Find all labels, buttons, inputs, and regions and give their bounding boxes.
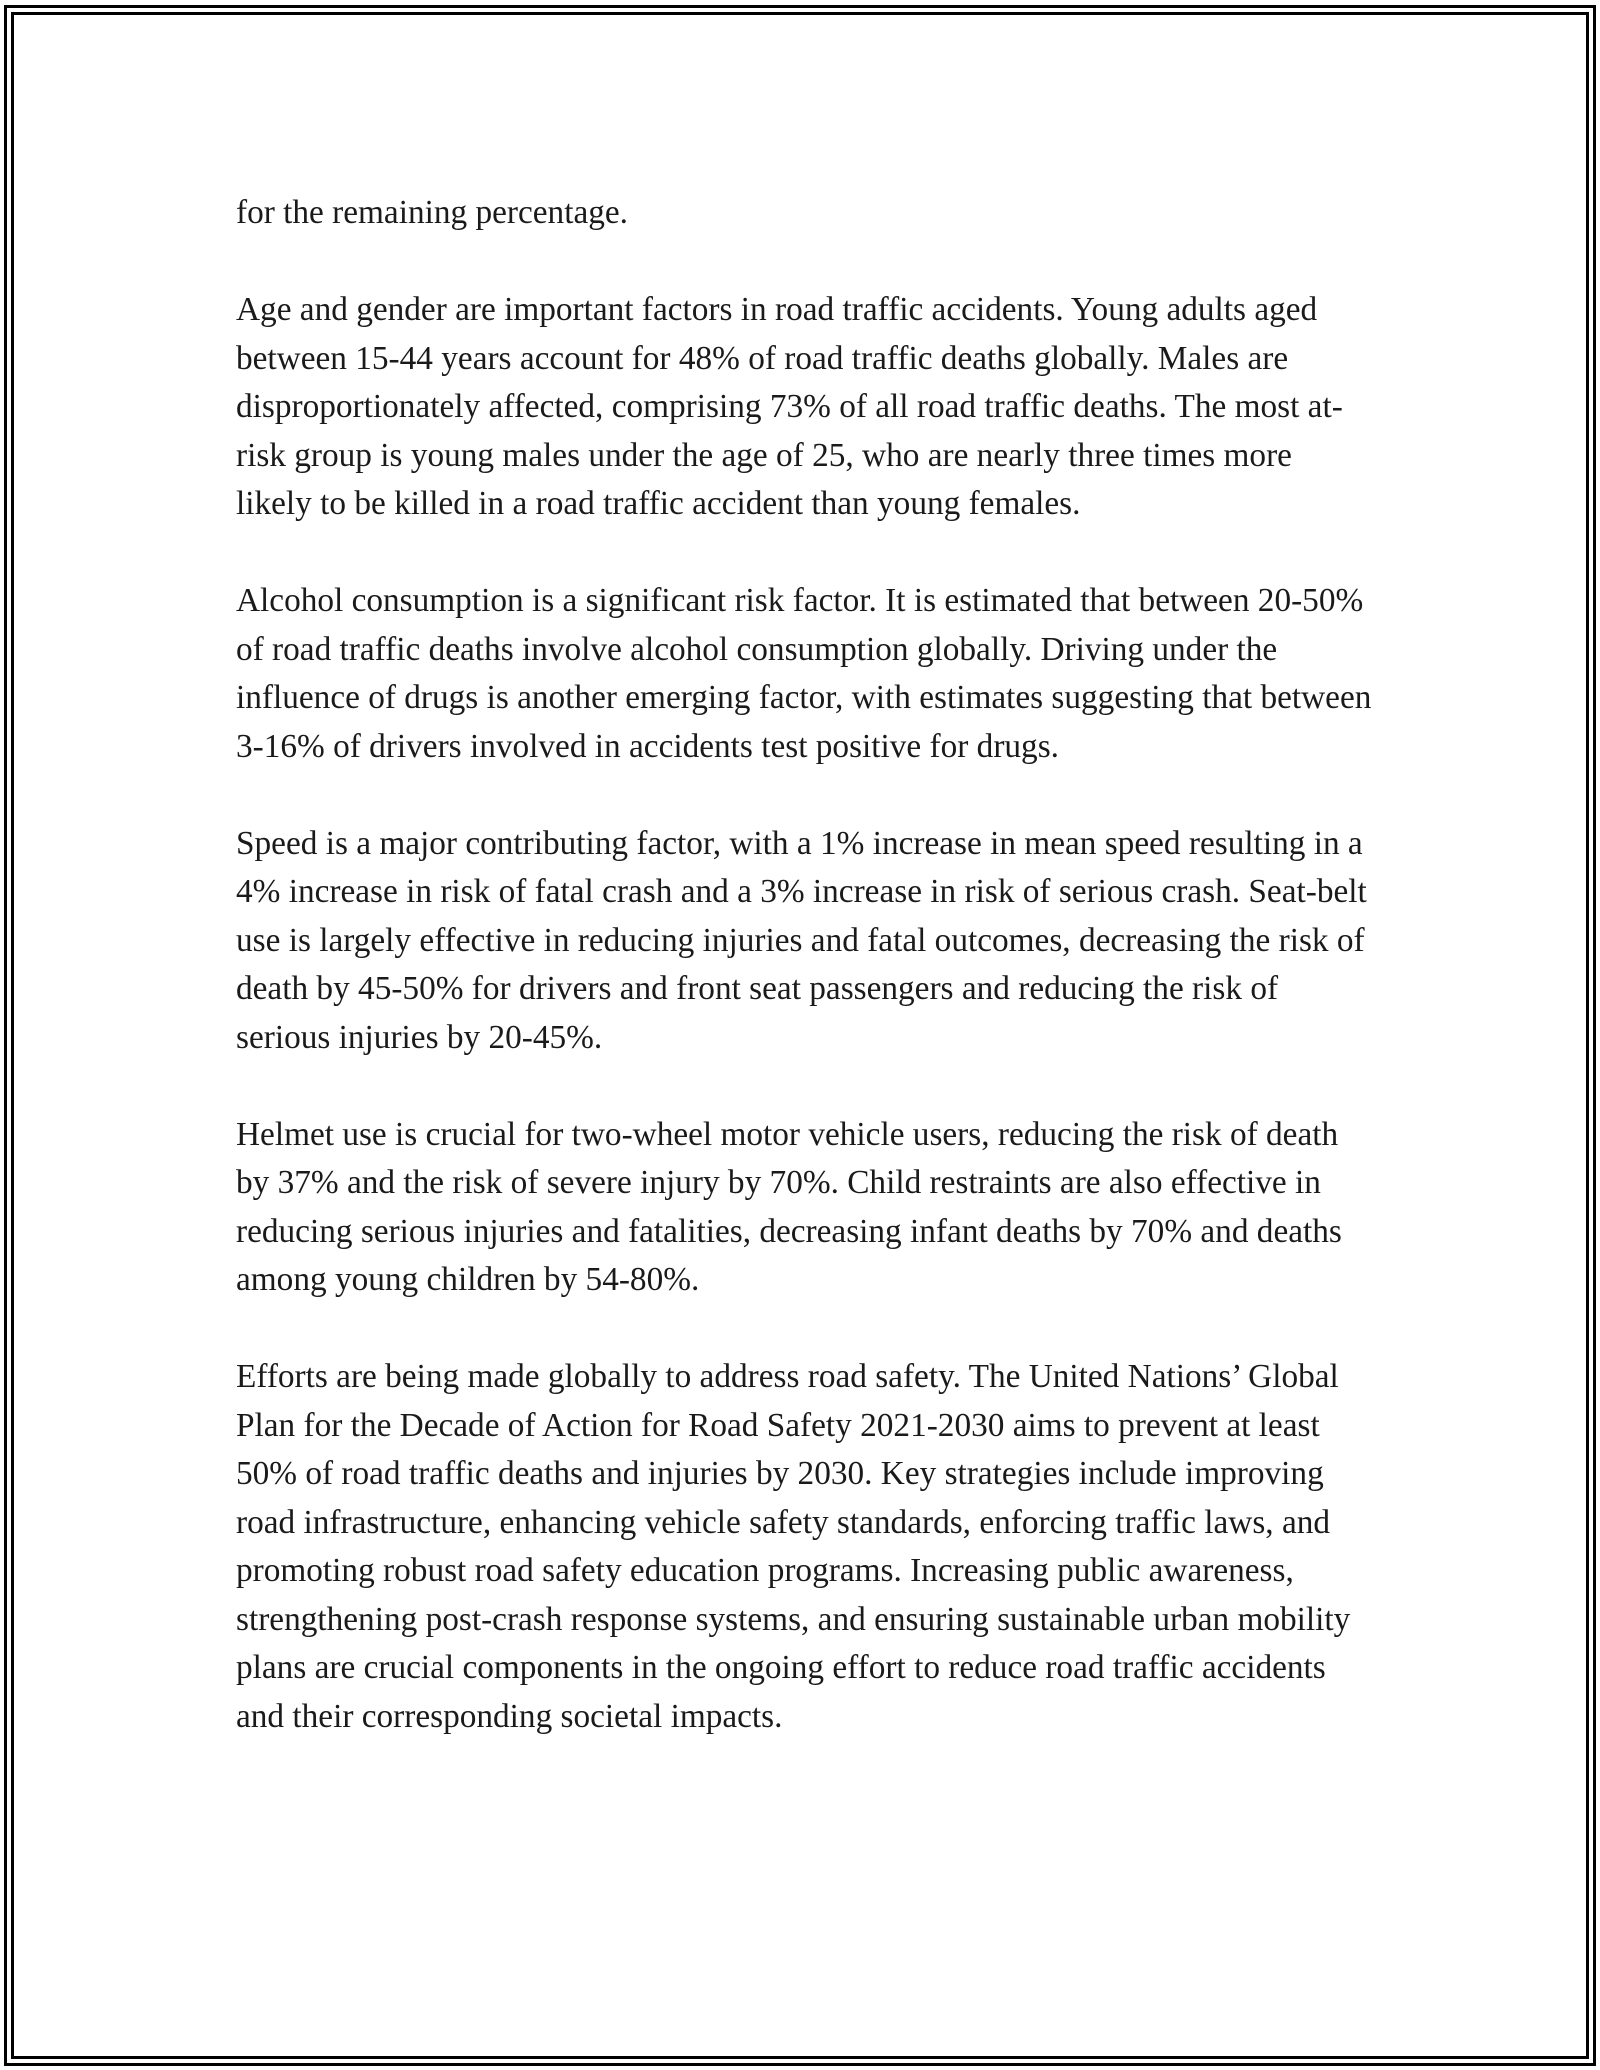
paragraph-age-gender: Age and gender are important factors in road traffic accidents. Young adults aged between 15-44 years account for 48% of road traffic deaths globally. Males are disproportionately affected, comprising 73% of all road traffic deaths. The most at-risk group is young males under the age of 25, who are nearly three times more likely to be killed in a road traffic accident than young females.: [236, 291, 1343, 522]
paragraph-efforts: Efforts are being made globally to address road safety. The United Nations’ Global Plan for the Decade of Action for Road Safety 2021-2030 aims to prevent at least 50% of road traffic deaths and injuries by 2030. Key strategies include improving road infrastructure, enhancing vehicle safety standards, enforcing traffic laws, and promoting robust road safety education programs. Increasing public awareness, strengthening post-crash response systems, and ensuring sustainable urban mobility plans are crucial components in the ongoing effort to reduce road traffic accidents and their corresponding societal impacts.: [236, 1358, 1351, 1735]
document-body: [236, 189, 1376, 1741]
paragraph-speed: Speed is a major contributing factor, with a 1% increase in mean speed resulting in a 4% increase in risk of fatal crash and a 3% increase in risk of serious crash. Seat-belt use is largely effective in reducing injuries and fatal outcomes, decreasing the risk of death by 45-50% for drivers and front seat passengers and reducing the risk of serious injuries by 20-45%.: [236, 824, 1367, 1056]
paragraph-continuation: for the remaining percentage.: [236, 194, 628, 231]
paragraph-alcohol: Alcohol consumption is a significant risk factor. It is estimated that between 20-50% of road traffic deaths involve alcohol consumption globally. Driving under the influence of drugs is another emerging factor, with estimates suggesting that between 3-16% of drivers involved in accidents test positive for drugs.: [236, 582, 1372, 765]
paragraph-helmet: Helmet use is crucial for two-wheel motor vehicle users, reducing the risk of death by 37% and the risk of severe injury by 70%. Child restraints are also effective in reducing serious injuries and fatalities, decreasing infant deaths by 70% and deaths among young children by 54-80%.: [236, 1115, 1342, 1298]
